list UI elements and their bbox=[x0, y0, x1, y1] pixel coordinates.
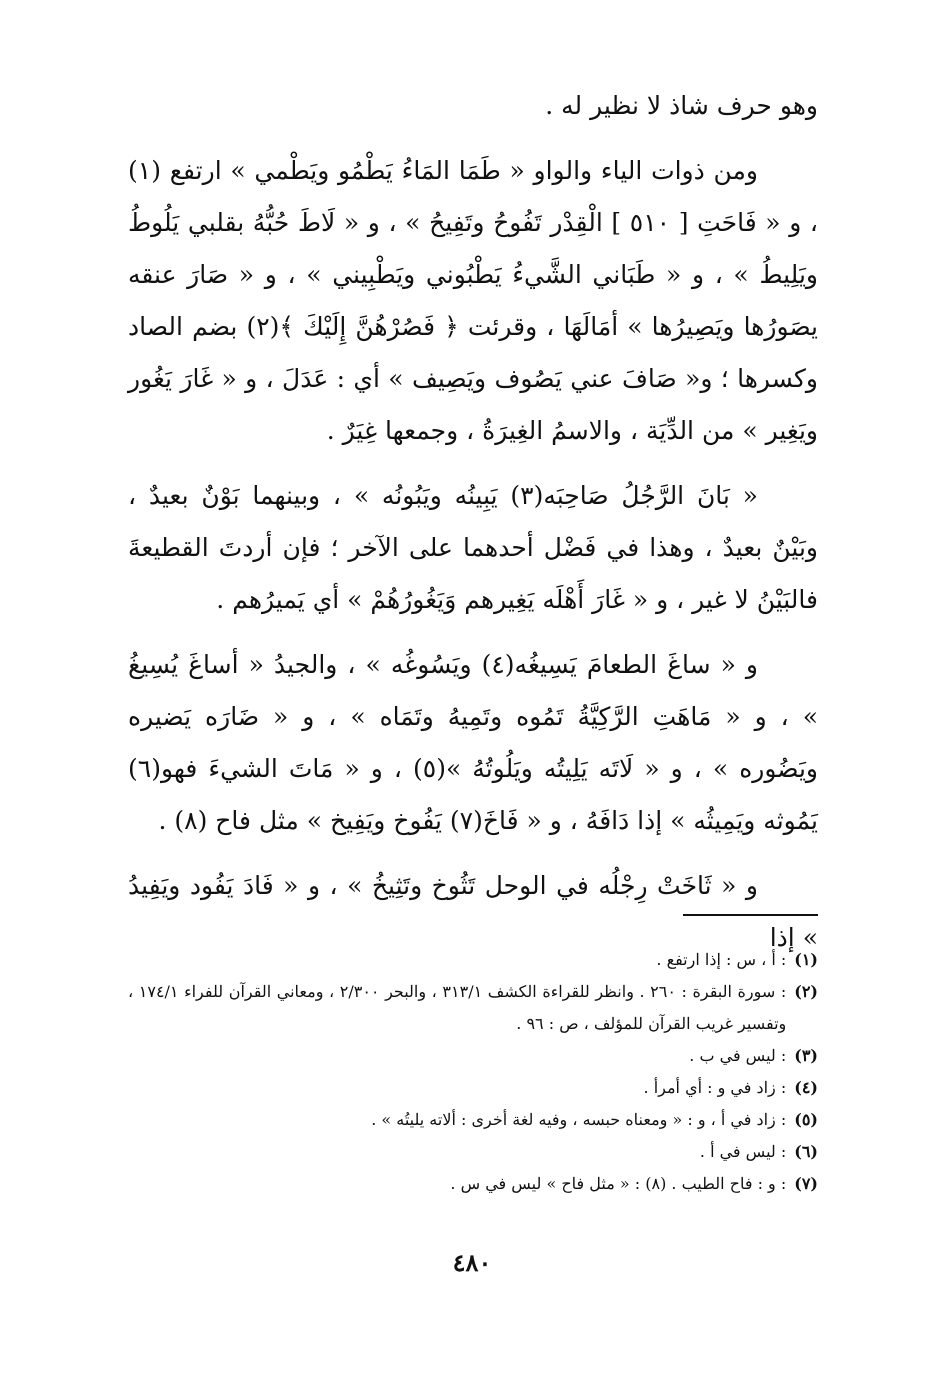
paragraph-5: و « ثَاخَتْ رِجْلُه في الوحل تَثُوخ وتَثِيخُ » ، و « فَادَ يَفُود ويَفِيدُ » إذا bbox=[128, 871, 818, 952]
paragraph-4: و « ساغَ الطعامَ يَسِيغُه(٤) ويَسُوغُه » ، والجيدُ « أساغَ يُسِيغُ » ، و « مَاهَتِ الرَّكِيَّةُ تَمُوه وتَمِيهُ وتَمَاه » ، و « ضَارَه يَضيره ويَضُوره » ، و « لَاتَه يَلِيتُه ويَلُوتُهُ »(٥) ، و « مَاتَ الشيءَ فهو(٦) يَمُوثه ويَمِيثُه » إذا دَافَهُ ، و « فَاخَ(٧) يَفُوخ ويَفِيخ » مثل فاح (٨) . bbox=[128, 650, 818, 835]
footnote-6 bbox=[128, 1136, 818, 1168]
footnote-text: : أ ، س : إذا ارتفع . bbox=[656, 950, 787, 969]
footnote-number: (٣) bbox=[794, 1046, 818, 1065]
footnote-number: (٦) bbox=[794, 1142, 818, 1161]
footnote-text: : ليس في أ . bbox=[699, 1142, 787, 1161]
page-number: ٤٨٠ bbox=[452, 1248, 492, 1277]
footnote-7 bbox=[128, 1168, 818, 1200]
footnote-2 bbox=[128, 976, 818, 1040]
footnote-number: (٧) bbox=[794, 1174, 818, 1193]
footnote-text: : زاد في أ ، و : « ومعناه حبسه ، وفيه لغة أخرى : ألاته يليتُه » . bbox=[371, 1110, 787, 1129]
main-text bbox=[128, 80, 818, 977]
paragraph-1: وهو حرف شاذ لا نظير له . bbox=[545, 91, 818, 120]
footnote-number: (٥) bbox=[794, 1110, 818, 1129]
footnote-text: : سورة البقرة : ٢٦٠ . وانظر للقراءة الكشف ٣١٣/١ ، والبحر ٢/٣٠٠ ، ومعاني القرآن للفراء ١٧٤/١ ، وتفسير غريب القرآن للمؤلف ، ص : ٩٦ . bbox=[128, 982, 787, 1033]
footnote-number: (١) bbox=[794, 950, 818, 969]
footnote-text: : و : فاح الطيب . (٨) : « مثل فاح » ليس في س . bbox=[450, 1174, 787, 1193]
footnote-separator bbox=[683, 914, 818, 916]
footnote-text: : زاد في و : أي أمرأ . bbox=[643, 1078, 787, 1097]
footnotes bbox=[128, 944, 818, 1200]
footnote-number: (٤) bbox=[794, 1078, 818, 1097]
paragraph-2: ومن ذوات الياء والواو « طَمَا المَاءُ يَطْمُو ويَطْمي » ارتفع (١) ، و « فَاحَتِ [ ٥١٠ ] الْقِدْر تَفُوحُ وتَفِيحُ » ، و « لَاطَ حُبُّهُ بقلبي يَلُوطُ ويَلِيطُ » ، و « طَبَاني الشَّيءُ يَطْبُوني ويَطْبِيني » ، و « صَارَ عنقه يصَورُها ويَصِيرُها » أمَالَهَا ، وقرئت ﴿ فَصُرْهُنَّ إِلَيْكَ ﴾(٢) بضم الصاد وكسرها ؛ و« صَافَ عني يَصُوف ويَصِيف » أي : عَدَلَ ، و « غَارَ يَغُور ويَغِير » من الدِّيَة ، والاسمُ الغِيرَةُ ، وجمعها غِيَرٌ . bbox=[128, 156, 818, 445]
footnote-text: : ليس في ب . bbox=[689, 1046, 787, 1065]
footnote-3 bbox=[128, 1040, 818, 1072]
footnote-number: (٢) bbox=[794, 982, 818, 1001]
footnote-5 bbox=[128, 1104, 818, 1136]
footnote-4 bbox=[128, 1072, 818, 1104]
paragraph-3: « بَانَ الرَّجُلُ صَاحِبَه(٣) يَبِينُه ويَبُونُه » ، وبينهما بَوْنٌ بعيدٌ ، وبَيْنٌ بعيدٌ ، وهذا في فَضْل أحدهما على الآخر ؛ فإن أردتَ القطيعةَ فالبَيْنُ لا غير ، و « غَارَ أَهْلَه يَغِيرهم وَيَغُورُهُمْ » أي يَميرُهم . bbox=[128, 481, 818, 614]
footnote-1 bbox=[128, 944, 818, 976]
